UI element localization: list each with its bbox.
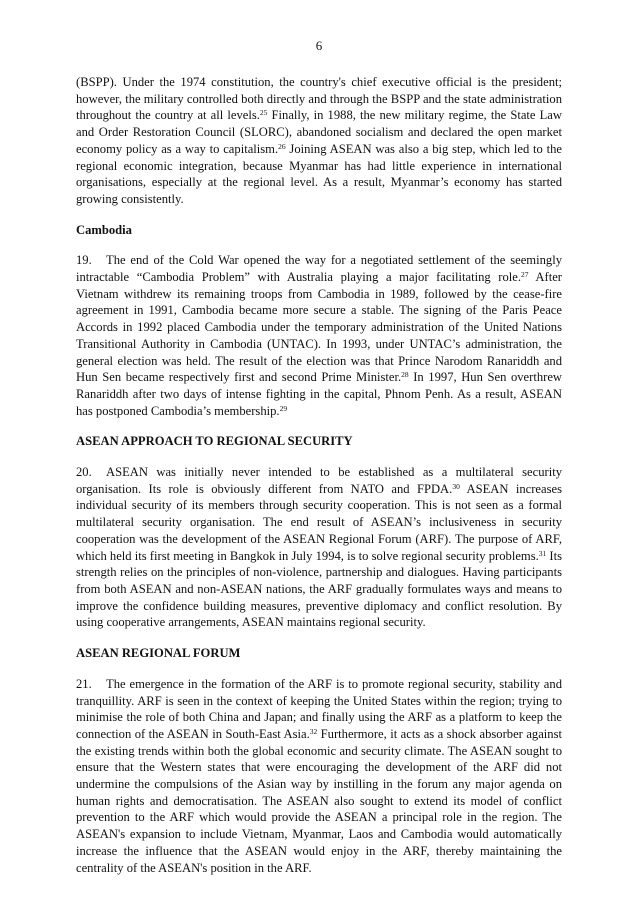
paragraph-19 — [76, 252, 562, 419]
footnote-ref[interactable]: 25 — [259, 108, 268, 118]
paragraph-text: In 1997, Hun Sen overthrew Ranariddh after two days of intense fighting in the capital, Phnom Penh. As a result, ASEAN has postponed Cambodia’s membership. — [76, 370, 563, 418]
paragraph-text: The emergence in the formation of the ARF is to promote regional security, stability and tranquillity. ARF is seen in the context of keeping the United States within the region; trying to minimise the role of both China and Japan; and finally using the ARF as a platform to keep the connection of the ASEAN in South-East Asia. — [76, 676, 562, 741]
paragraph-text: Furthermore, it acts as a shock absorber against the existing trends within both the global economic and security climate. The ASEAN sought to ensure that the Western states that were encouraging the development of the ARF did not undermine the compulsions of the Asian way by instilling in the forum any major agenda on human rights and democratisation. The ASEAN also sought to extend its model of conflict prevention to the ARF which would provide the ASEAN a principal role in the region. The ASEAN's expansion to include Vietnam, Myanmar, Laos and Cambodia would automatically increase the influence that the ASEAN would enjoy in the ARF, thereby maintaining the centrality of the ASEAN's position in the ARF. — [76, 726, 562, 875]
section-heading-regional-security: ASEAN APPROACH TO REGIONAL SECURITY — [76, 434, 353, 449]
paragraph-text: The end of the Cold War opened the way for a negotiated settlement of the seemingly intractable “Cambodia Problem” with Australia playing a major facilitating role. — [76, 253, 562, 285]
paragraph-text: Finally, in 1988, the new military regime, the State Law and Order Restoration Council (SLORC), abandoned socialism and declared the open market economy policy as a way to capitalism. — [76, 108, 562, 156]
footnote-ref[interactable]: 31 — [538, 548, 547, 558]
paragraph-text: Joining ASEAN was also a big step, which led to the regional economic integration, because Myanmar has had little experience in international organisations, especially at the regional level. As a result, Myanmar’s economy has started growing consistently. — [76, 141, 563, 206]
paragraph-number: 20. — [76, 465, 92, 480]
footnote-ref[interactable]: 30 — [452, 481, 460, 491]
footnote-ref[interactable]: 32 — [309, 726, 318, 736]
intro-paragraph — [76, 74, 562, 208]
footnote-ref[interactable]: 27 — [521, 270, 529, 280]
footnote-ref[interactable]: 29 — [279, 403, 288, 413]
page-number: 6 — [315, 38, 323, 53]
footnote-ref[interactable]: 26 — [278, 141, 286, 151]
paragraph-text: After Vietnam withdrew its remaining troops from Cambodia in 1989, followed by the cease-fire agreement in 1991, Cambodia became more secure a stable. The signing of the Paris Peace Accords in 1992 placed Cambodia under the temporary administration of the United Nations Transitional Authority in Cambodia (UNTAC). In 1993, under UNTAC’s administration, the general election was held. The result of the election was that Prince Narodom Ranariddh and Hun Sen became respectively first and second Prime Minister. — [76, 270, 562, 385]
paragraph-text: Its strength relies on the principles of non-violence, partnership and dialogues. Having participants from both ASEAN and non-ASEAN nations, the ARF gradually formulates ways and means to improve the confidence building measures, preventive diplomacy and conflict resolution. By using cooperative arrangements, ASEAN maintains regional security. — [76, 548, 563, 630]
paragraph-text: ASEAN was initially never intended to be established as a multilateral security organisation. Its role is obviously different from NATO and FPDA. — [76, 465, 562, 496]
paragraph-21 — [76, 676, 562, 876]
paragraph-number: 21. — [76, 676, 92, 691]
paragraph-20 — [76, 464, 562, 631]
paragraph-text: ASEAN increases individual security of its members through security cooperation. This is not seen as a formal multilateral security organisation. The end result of ASEAN’s inclusiveness in security cooperation was the development of the ASEAN Regional Forum (ARF). The purpose of ARF, which held its first meeting in Bangkok in July 1994, is to solve regional security problems. — [76, 481, 563, 563]
section-heading-regional-forum: ASEAN REGIONAL FORUM — [76, 646, 241, 661]
footnote-ref[interactable]: 28 — [401, 370, 409, 380]
paragraph-text: (BSPP). Under the 1974 constitution, the country's chief executive official is the president; however, the military controlled both directly and through the BSPP and the state administration throughout the country at all levels. — [76, 75, 562, 123]
document-page — [76, 38, 562, 876]
section-heading-cambodia: Cambodia — [76, 222, 132, 237]
paragraph-number: 19. — [76, 253, 92, 268]
